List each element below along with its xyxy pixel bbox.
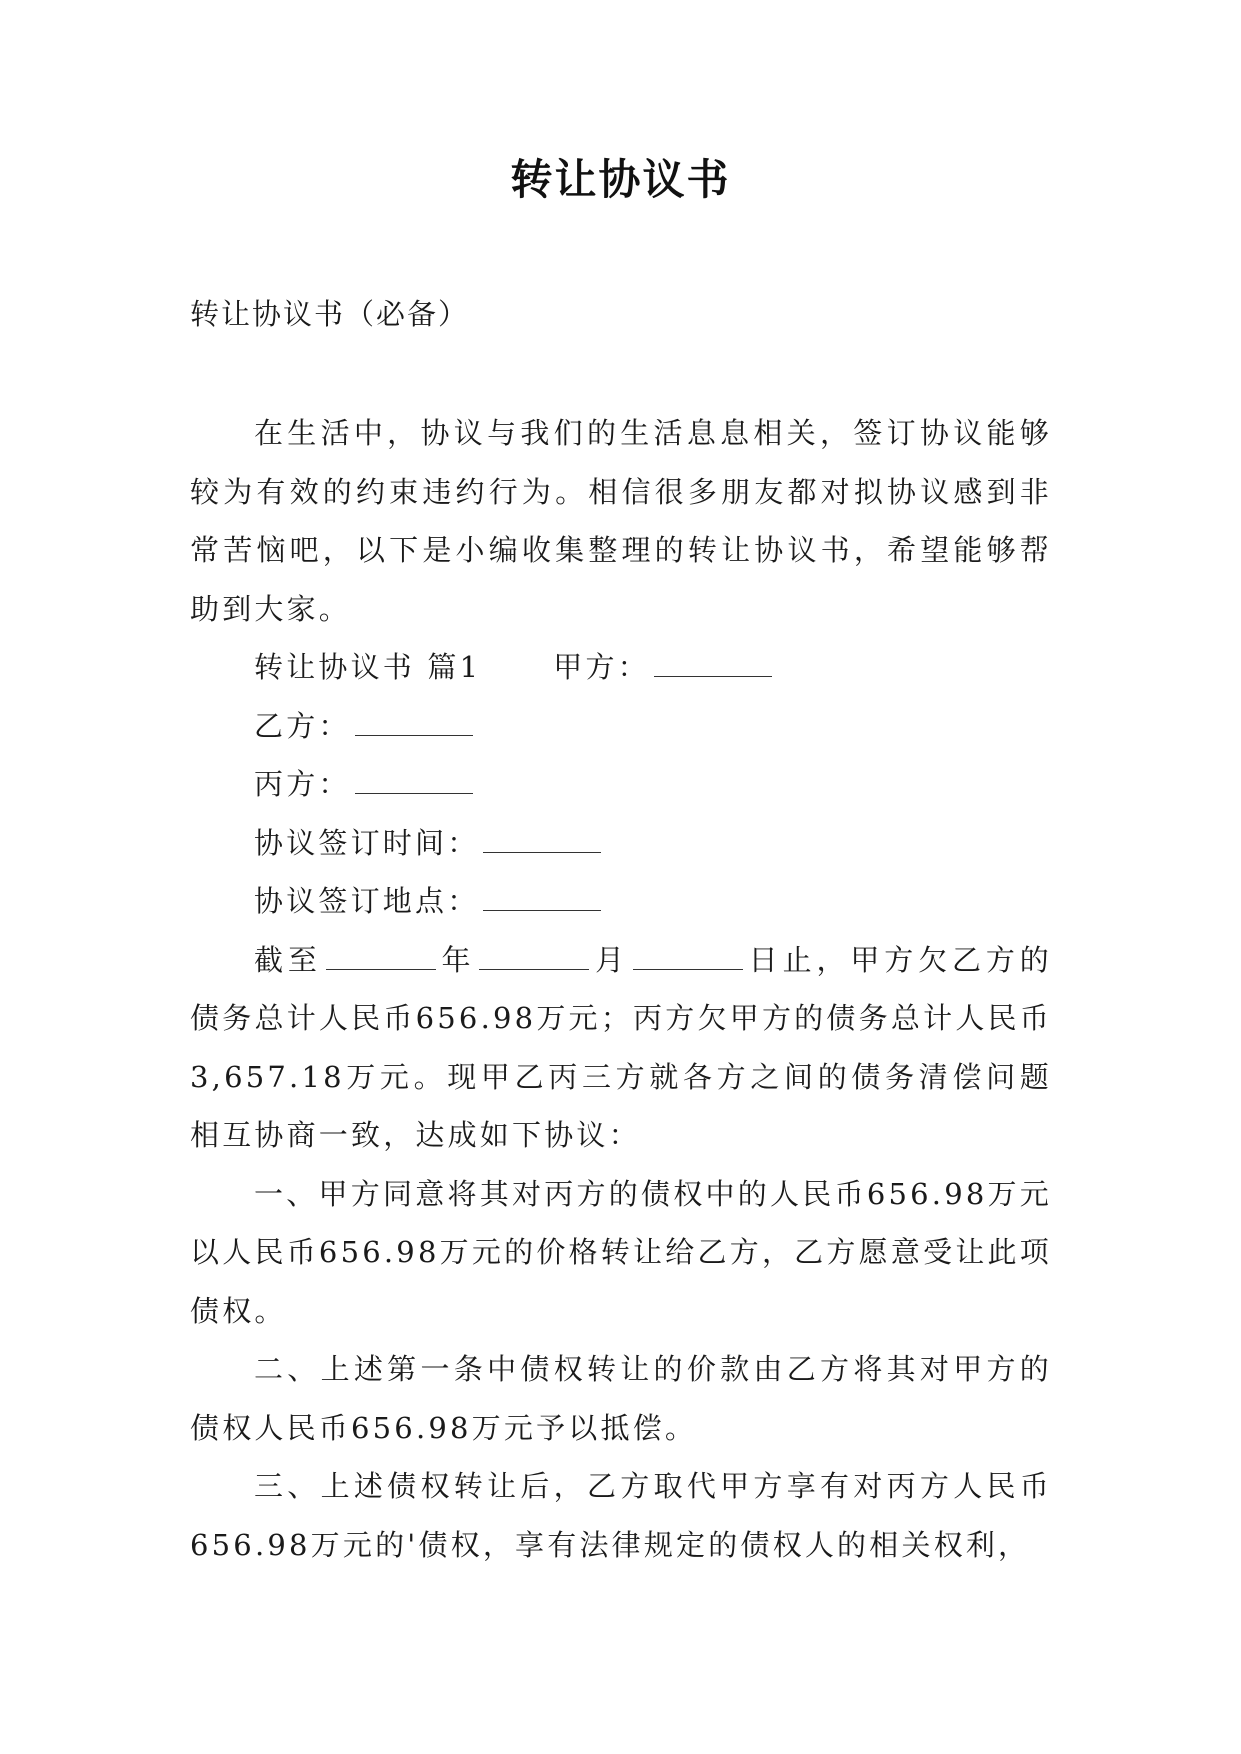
party-c-line: [190, 755, 1052, 814]
sign-place-blank: [483, 886, 601, 911]
sign-place-label: 协议签订地点：: [254, 884, 480, 918]
clause-1: 一、甲方同意将其对丙方的债权中的人民币656.98万元以人民币656.98万元的价格转让给乙方，乙方愿意受让此项债权。: [190, 1176, 1052, 1328]
document-title: 转让协议书: [510, 155, 731, 204]
day-blank: [633, 945, 743, 970]
date-clause-paragraph: [190, 931, 1052, 1165]
party-b-label: 乙方：: [254, 708, 351, 743]
document-subtitle: 转让协议书（必备）: [190, 297, 470, 331]
party-b-line: [190, 697, 1052, 756]
year-blank: [326, 945, 436, 970]
party-a-label: 甲方：: [553, 650, 650, 684]
section-heading-line: [190, 638, 1052, 697]
month-label: 月: [593, 942, 629, 977]
sign-time-line: [190, 814, 1052, 873]
party-b-blank: [355, 711, 473, 736]
party-a-blank: [654, 652, 772, 677]
date-clause-prefix: 截至: [254, 942, 322, 977]
section-heading: 转让协议书 篇1: [254, 650, 482, 684]
party-c-label: 丙方：: [254, 767, 351, 801]
sign-place-line: [190, 872, 1052, 931]
clause-3: 三、上述债权转让后，乙方取代甲方享有对丙方人民币656.98万元的'债权，享有法律规定的债权人的相关权利，: [190, 1469, 1052, 1562]
document-body: [190, 404, 1052, 1574]
month-blank: [479, 945, 589, 970]
intro-paragraph: 在生活中，协议与我们的生活息息相关，签订协议能够较为有效的约束违约行为。相信很多朋友都对拟协议感到非常苦恼吧，以下是小编收集整理的转让协议书，希望能够帮助到大家。: [190, 416, 1052, 626]
party-c-blank: [355, 769, 473, 794]
date-clause-rest: 日止，甲方欠乙方的债务总计人民币656.98万元；丙方欠甲方的债务总计人民币3,657.18万元。现甲乙丙三方就各方之间的债务清偿问题相互协商一致，达成如下协议：: [190, 942, 1053, 1152]
sign-time-blank: [483, 828, 601, 853]
sign-time-label: 协议签订时间：: [254, 825, 480, 860]
year-label: 年: [439, 942, 476, 977]
clause-2: 二、上述第一条中债权转让的价款由乙方将其对甲方的债权人民币656.98万元予以抵偿。: [190, 1352, 1052, 1445]
